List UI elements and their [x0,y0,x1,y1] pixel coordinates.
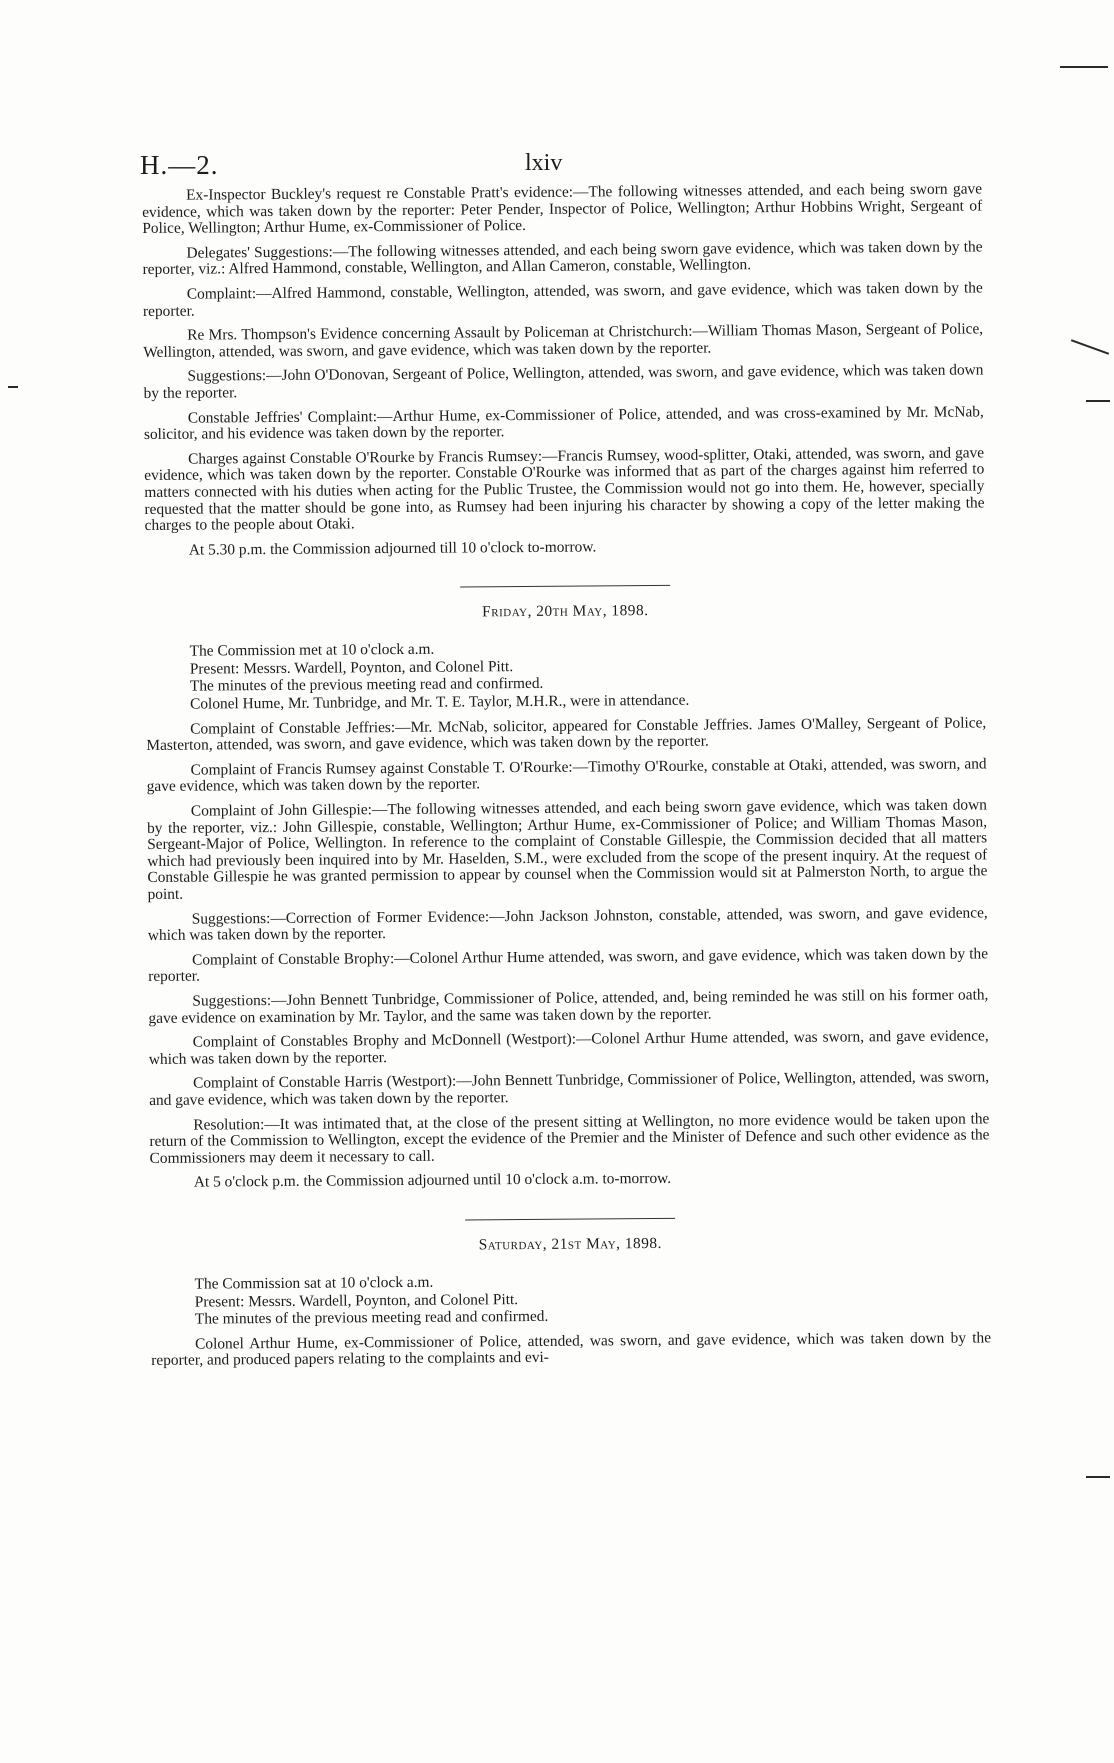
scan-artifact-mark [1071,339,1109,355]
paragraph: Suggestions:—John O'Donovan, Sergeant of Police, Wellington, attended, was sworn, and gave evidence, which was taken down by the reporter. [143,361,984,402]
section-friday-20-may [145,600,990,1192]
paragraph: Ex-Inspector Buckley's request re Constable Pratt's evidence:—The following witnesses attended, and each being sworn gave evidence, which was taken down by the reporter: Peter Pender, Inspector of Police, Wellington; Arthur Hobbins Wright, Sergeant of Police, Wellington; Arthur Hume, ex-Commissioner of Police. [142,180,983,238]
paragraph: Complaint of Constable Brophy:—Colonel Arthur Hume attended, was sworn, and gave evidence, which was taken down by the reporter. [148,945,989,986]
paragraph: Delegates' Suggestions:—The following witnesses attended, and each being sworn gave evidence, which was taken down by the reporter, viz.: Alfred Hammond, constable, Wellington, and Allan Cameron, constable, Wellington. [142,238,983,279]
section-saturday-21-may [150,1232,991,1370]
scan-artifact-mark [1086,400,1110,402]
paragraph: Charges against Constable O'Rourke by Francis Rumsey:—Francis Rumsey, wood-splitter, Otaki, attended, was sworn, and gave evidence, which was taken down by the reporter. Constable O'Rourke was informed that as part of the charges against him referred to matters connected with his duties when acting for the Public Trustee, the Commission would not go into them. He, however, specially requested that the matter should be gone into, as Rumsey had been injuring his character by showing a copy of the letter making the charges to the people about Otaki. [144,444,985,535]
minute-line: Present: Messrs. Wardell, Poynton, and Colonel Pitt. [194,1290,519,1311]
minute-line: The Commission sat at 10 o'clock a.m. [194,1273,434,1293]
paragraph: Resolution:—It was intimated that, at the close of the present sitting at Wellington, no more evidence would be taken upon the return of the Commission to Wellington, except the evidence of the Premier and the Minister of Defence and such other evidence as the Commissioners may deem it necessary to call. [149,1109,990,1167]
paragraph: Suggestions:—Correction of Former Evidence:—John Jackson Johnston, constable, attended, was sworn, and gave evidence, which was taken down by the reporter. [147,903,988,945]
section-divider [465,1218,675,1221]
minute-line: Colonel Hume, Mr. Tunbridge, and Mr. T. E. Taylor, M.H.R., were in attendance. [189,691,690,713]
minute-line: Present: Messrs. Wardell, Poynton, and Colonel Pitt. [189,657,514,678]
page-reference: H.—2. [140,150,219,180]
paragraph: Complaint of Constables Brophy and McDonnell (Westport):—Colonel Arthur Hume attended, was sworn, and gave evidence, which was taken down by the reporter. [148,1027,989,1068]
attendance-minutes [146,638,987,714]
section-divider [460,585,670,588]
paragraph: Suggestions:—John Bennett Tunbridge, Commissioner of Police, attended, and, being reminded he was still on his former oath, gave evidence on examination by Mr. Taylor, and the same was taken down by the reporter. [148,986,989,1027]
paragraph: Complaint of Constable Jeffries:—Mr. McNab, solicitor, appeared for Constable Jeffries. James O'Malley, Sergeant of Police, Masterton, attended, was sworn, and gave evidence, which was taken down by the reporter. [146,714,987,755]
adjournment-note: At 5 o'clock p.m. the Commission adjourned until 10 o'clock a.m. to-morrow. [193,1170,672,1191]
minute-line: The minutes of the previous meeting read and confirmed. [194,1307,549,1328]
paragraph: Re Mrs. Thompson's Evidence concerning Assault by Policeman at Christchurch:—William Thomas Mason, Sergeant of Police, Wellington, attended, was sworn, and gave evidence, which was taken down by the reporter. [143,320,984,361]
scan-artifact-mark [1086,1476,1110,1478]
section-continued-proceedings [142,181,985,559]
scan-artifact-mark [8,386,18,388]
document-body [142,181,991,1377]
adjournment-note: At 5.30 p.m. the Commission adjourned till 10 o'clock to-morrow. [188,538,597,559]
paragraph: Complaint of Francis Rumsey against Constable T. O'Rourke:—Timothy O'Rourke, constable at Otaki, attended, was sworn, and gave evidence, which was taken down by the reporter. [146,755,987,796]
day-heading: Friday, 20th May, 1898. [482,602,649,621]
page-number: lxiv [525,150,563,176]
minute-line: The minutes of the previous meeting read and confirmed. [189,675,544,696]
paragraph: Complaint of John Gillespie:—The following witnesses attended, and each being sworn gave evidence, which was taken down by the reporter, viz.: John Gillespie, constable, Wellington; Arthur Hume, ex-Commissioner of Police; and William Thomas Mason, Sergeant-Major of Police, Wellington. In reference to the complaint of Constable Gillespie, the Commission decided that all matters which had previously been inquired into by Mr. Haselden, S.M., were excluded from the scope of the present inquiry. At the request of Constable Gillespie he was granted permission to appear by counsel when the Commission would sit at Palmerston North, to argue the point. [146,796,988,903]
day-heading: Saturday, 21st May, 1898. [478,1234,662,1254]
paragraph: Colonel Arthur Hume, ex-Commissioner of Police, attended, was sworn, and gave evidence, which was taken down by the reporter, and produced papers relating to the complaints and evi- [151,1329,992,1370]
minute-line: The Commission met at 10 o'clock a.m. [189,640,435,660]
scan-artifact-mark [1060,66,1108,68]
paragraph: Complaint:—Alfred Hammond, constable, Wellington, attended, was sworn, and gave evidence, which was taken down by the reporter. [142,279,983,320]
attendance-minutes [151,1270,991,1328]
paragraph: Constable Jeffries' Complaint:—Arthur Hume, ex-Commissioner of Police, attended, and was cross-examined by Mr. McNab, solicitor, and his evidence was taken down by the reporter. [143,402,984,444]
paragraph: Complaint of Constable Harris (Westport):—John Bennett Tunbridge, Commissioner of Police, Wellington, attended, was sworn, and gave evidence, which was taken down by the reporter. [149,1068,990,1109]
